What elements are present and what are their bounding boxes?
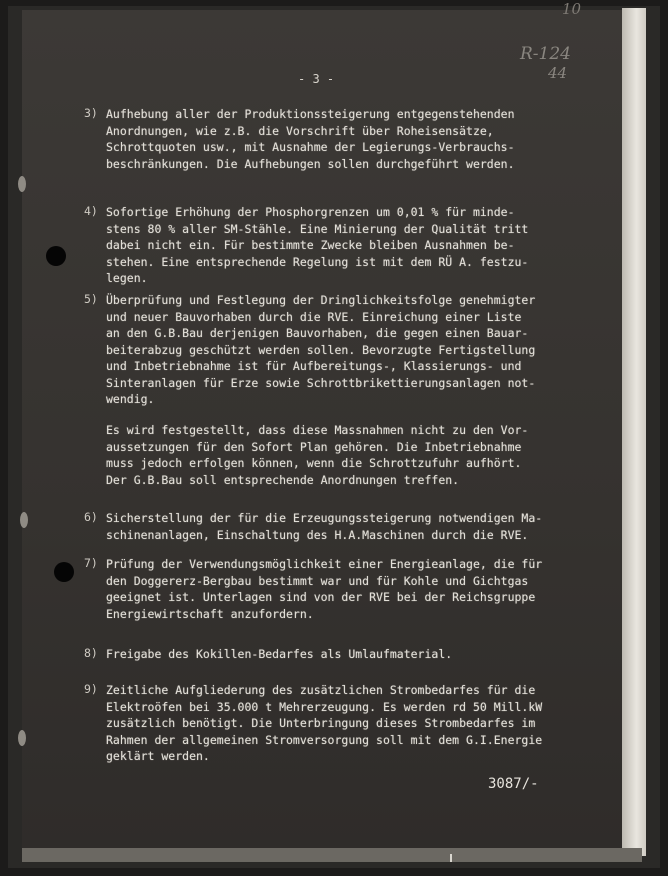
punch-hole: [54, 562, 74, 582]
item-text: Sicherstellung der für die Erzeugungssteigerung notwendigen Ma- schinenanlagen, Einschaltung des H.A.Maschinen durch die RVE.: [106, 511, 543, 542]
item-number: 5): [84, 292, 98, 306]
edge-mark: [450, 854, 452, 862]
page-edge: [622, 8, 646, 856]
item-number: 4): [84, 204, 98, 218]
item-text: Aufhebung aller der Produktionssteigerung entgegenstehenden Anordnungen, wie z.B. die Vorschrift über Roheisensätze, Schrottquoten usw., mit Ausnahme der Legierungs-Verbrauchs- beschränkungen. Die Aufhebungen sollen durchgeführt werden.: [106, 107, 515, 171]
item-number: 3): [84, 106, 98, 120]
item-text: Prüfung der Verwendungsmöglichkeit einer Energieanlage, die für den Doggererz-Bergbau bestimmt war und für Kohle und Gichtgas geeignet ist. Unterlagen sind von der RVE bei der Reichsgruppe Energiewirtschaft anzufordern.: [106, 557, 543, 621]
margin-note-reference: R-124: [520, 44, 571, 64]
page-bottom-edge: [22, 848, 642, 862]
item-number: 8): [84, 646, 98, 660]
corner-page-number: 10: [562, 0, 582, 18]
item-text: Zeitliche Aufgliederung des zusätzlichen Strombedarfes für die Elektroöfen bei 35.000 t Mehrerzeugung. Es werden rd 50 Mill.kW zusätzlich benötigt. Die Unterbringung dieses Strombedarfes im Rahmen der allgemeinen Stromversorgung soll mit dem G.I.Energie geklärt werden.: [106, 683, 543, 763]
document-reference-code: 3087/-: [488, 776, 539, 792]
item-text: Sofortige Erhöhung der Phosphorgrenzen um 0,01 % für minde- stens 80 % aller SM-Stähle. Eine Minierung der Qualität tritt dabei nicht ein. Für bestimmte Zwecke bleiben Ausnahmen be- stehen. Eine entsprechende Regelung ist mit dem RÜ A. festzu- legen.: [106, 205, 529, 285]
margin-note-number: 44: [548, 64, 568, 82]
item-number: 7): [84, 556, 98, 570]
item-text: Freigabe des Kokillen-Bedarfes als Umlaufmaterial.: [106, 647, 453, 661]
binding-notch: [18, 730, 26, 746]
binding-notch: [20, 512, 28, 528]
page-number: - 3 -: [298, 72, 335, 86]
item-text: Überprüfung und Festlegung der Dringlichkeitsfolge genehmigter und neuer Bauvorhaben durch die RVE. Einreichung einer Liste an den G.B.Bau derjenigen Bauvorhaben, die gegen einen Bauar- beiterabzug geschützt werden sollen. Bevorzugte Fertigstellung und Inbetriebnahme ist für Aufbereitungs-, Klassierungs- und Sinteranlagen für Erze sowie Schrottbrikettierungsanlagen not- wendig.: [106, 293, 536, 406]
item-number: 6): [84, 510, 98, 524]
paragraph: Es wird festgestellt, dass diese Massnahmen nicht zu den Vor- aussetzungen für den Sofort Plan gehören. Die Inbetriebnahme muss jedoch erfolgen können, wenn die Schrottzufuhr aufhört. Der G.B.Bau soll entsprechende Anordnungen treffen.: [106, 423, 529, 487]
binding-notch: [18, 176, 26, 192]
item-number: 9): [84, 682, 98, 696]
punch-hole: [46, 246, 66, 266]
